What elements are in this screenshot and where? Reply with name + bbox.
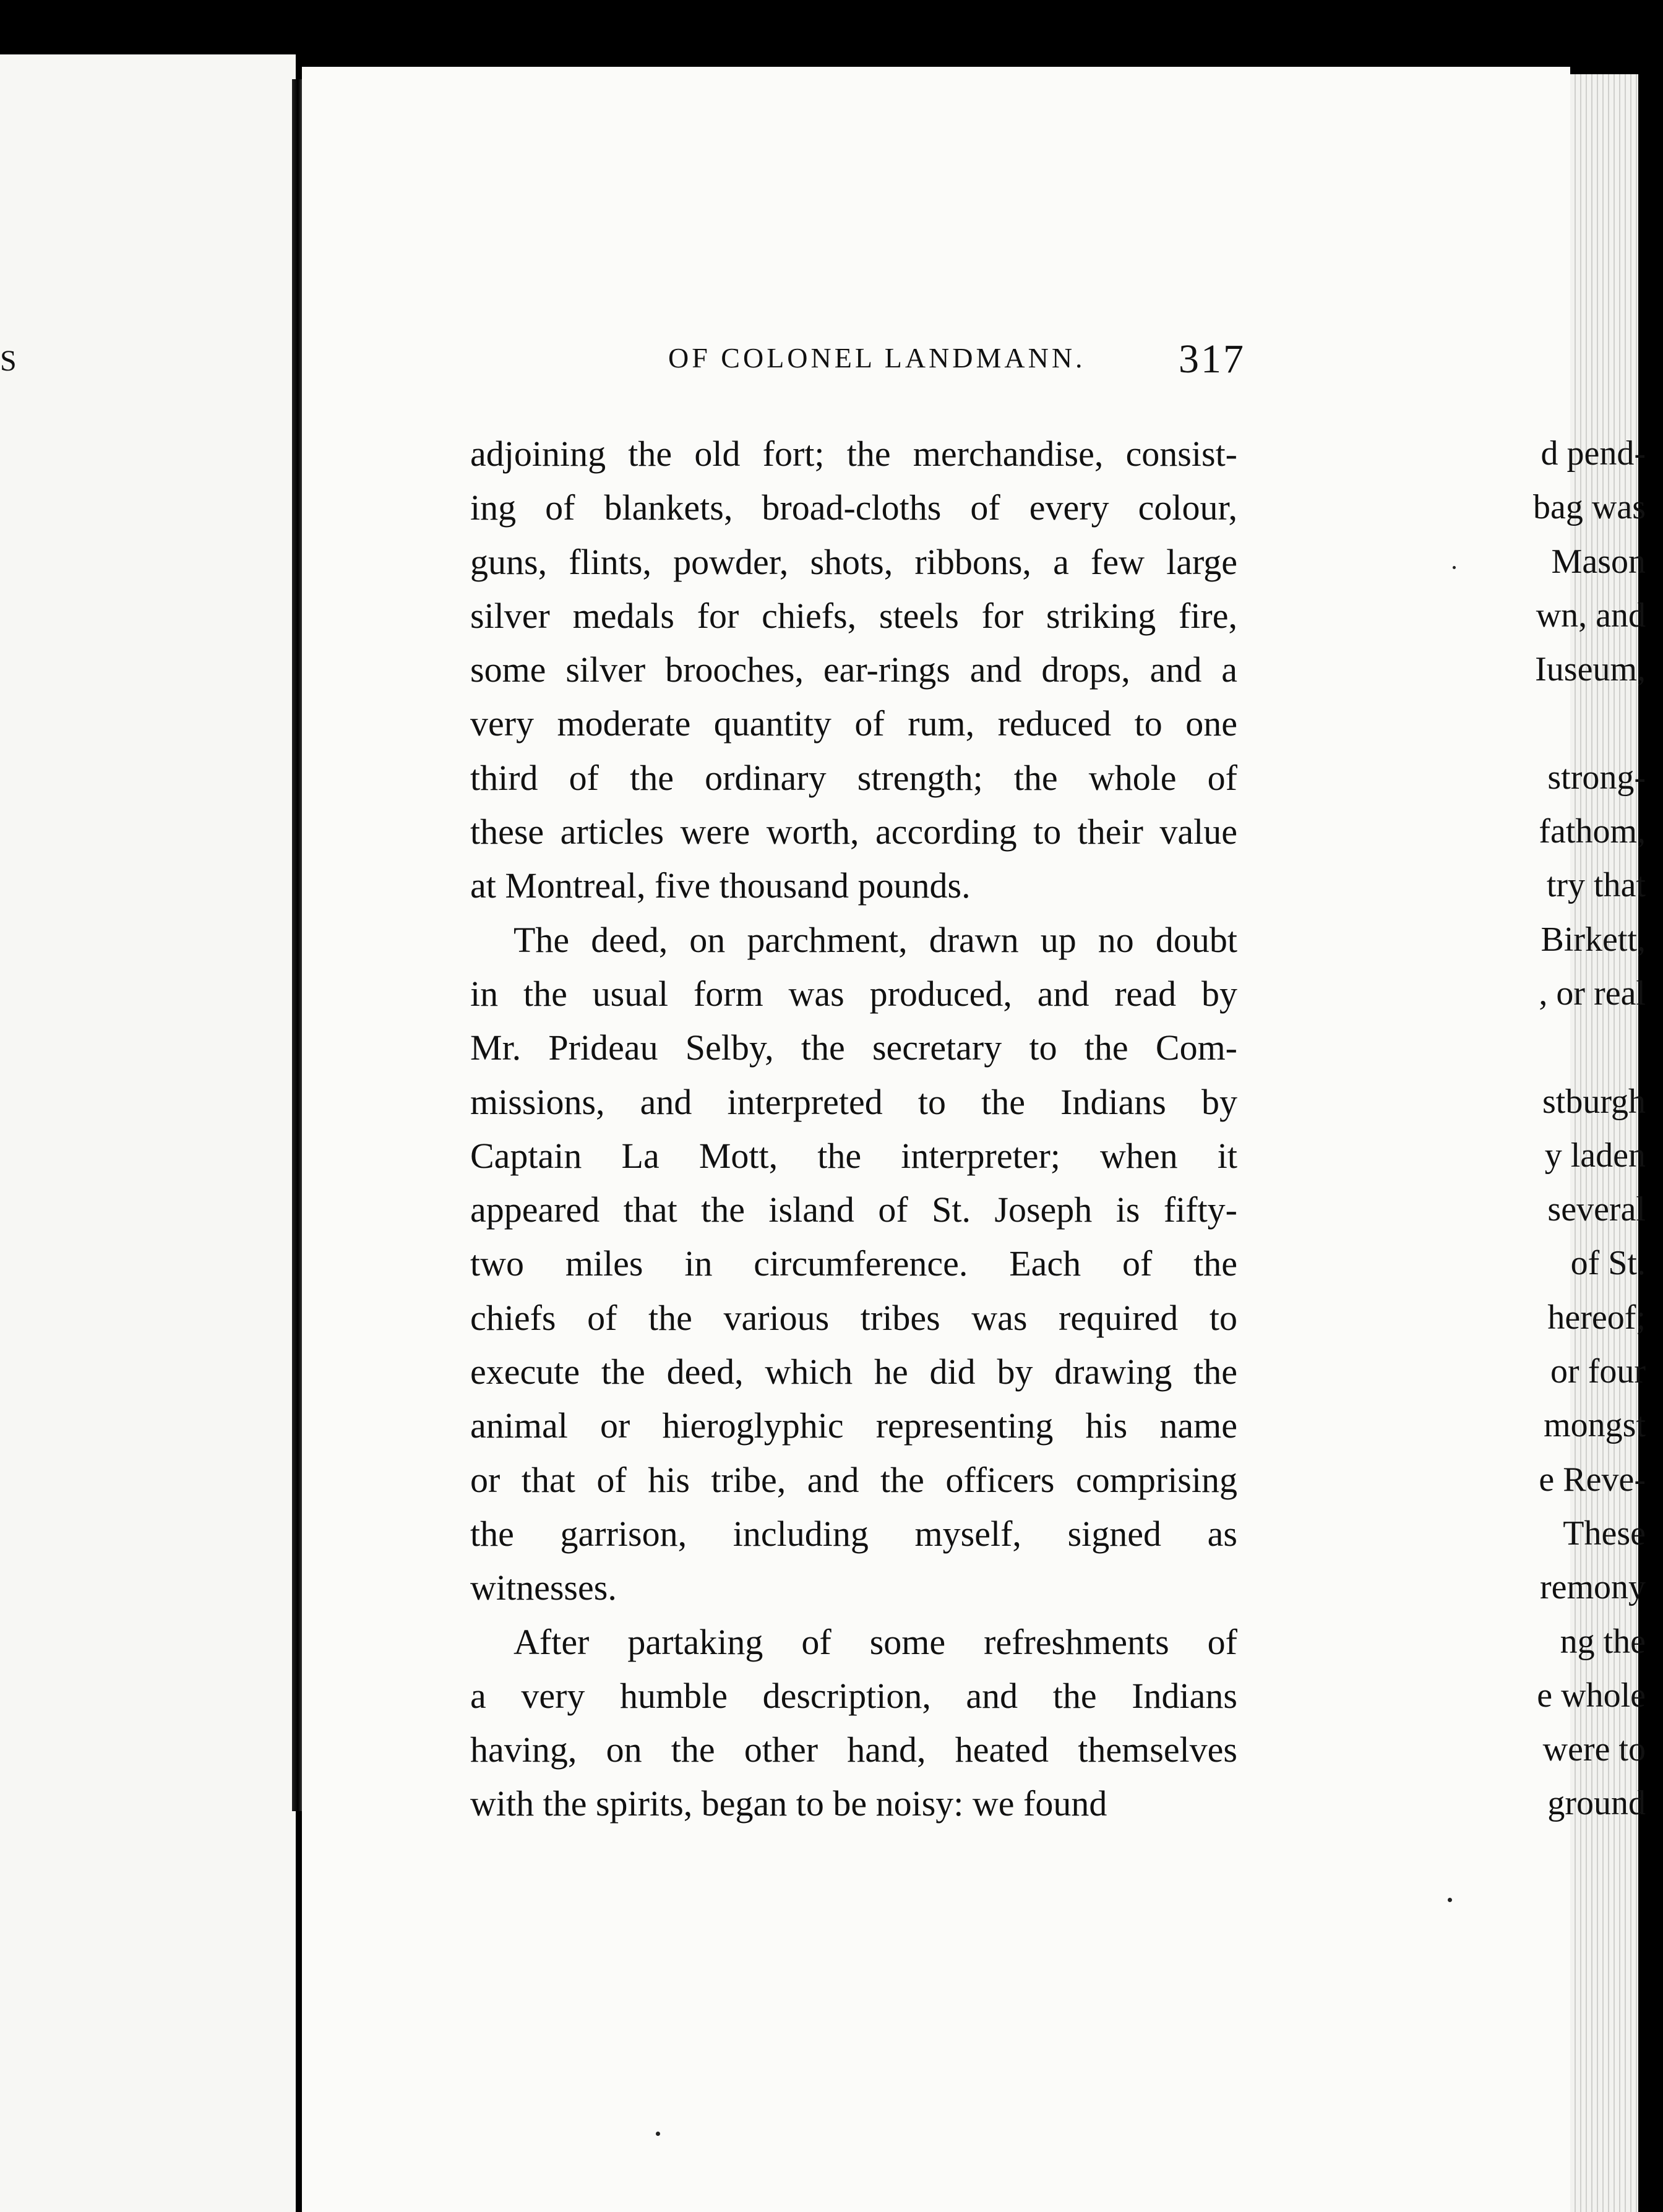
text-line: Captain La Mott, the interpreter; when it bbox=[470, 1135, 1237, 1176]
text-line: appeared that the island of St. Joseph is fifty- bbox=[470, 1190, 1237, 1230]
left-text-line: y laden bbox=[1544, 1136, 1646, 1175]
text-line: in the usual form was produced, and read by bbox=[470, 973, 1237, 1014]
page-body-text bbox=[470, 427, 1237, 1831]
page-number: 317 bbox=[1179, 337, 1245, 382]
ink-speck bbox=[1448, 1898, 1452, 1902]
paragraph bbox=[470, 427, 1237, 913]
left-text-line: or four bbox=[1550, 1352, 1646, 1391]
text-line: witnesses. bbox=[470, 1567, 617, 1608]
text-line: missions, and interpreted to the Indians by bbox=[470, 1081, 1237, 1122]
left-text-line: were to bbox=[1542, 1730, 1646, 1769]
left-text-line: several bbox=[1547, 1190, 1646, 1229]
left-text-line: strong- bbox=[1547, 758, 1646, 797]
left-text-line: mongst bbox=[1544, 1406, 1646, 1445]
left-text-line: ng the bbox=[1560, 1622, 1646, 1661]
text-line: having, on the other hand, heated themselves bbox=[470, 1730, 1237, 1770]
left-page-text bbox=[1361, 427, 1646, 1831]
text-line: with the spirits, began to be noisy: we found bbox=[470, 1783, 1107, 1824]
left-text-line: Birkett, bbox=[1541, 920, 1646, 959]
left-text-line: e whole bbox=[1537, 1676, 1646, 1715]
left-text-line: bag was bbox=[1533, 488, 1646, 527]
left-text-line: e Reve- bbox=[1539, 1460, 1646, 1499]
text-line: third of the ordinary strength; the whole of bbox=[470, 757, 1237, 798]
left-text-line: remony bbox=[1539, 1568, 1646, 1607]
left-text-line: hereof; bbox=[1547, 1298, 1646, 1337]
ink-speck bbox=[656, 2132, 660, 2136]
text-line: these articles were worth, according to their value bbox=[470, 812, 1237, 852]
left-text-line: stburgh bbox=[1542, 1082, 1646, 1121]
left-text-line bbox=[1361, 697, 1646, 750]
text-line: The deed, on parchment, drawn up no doubt bbox=[514, 919, 1237, 960]
left-page bbox=[0, 54, 296, 2212]
text-line: or that of his tribe, and the officers comprising bbox=[470, 1459, 1237, 1500]
book-gutter bbox=[292, 79, 302, 1811]
left-text-line: wn, and bbox=[1536, 596, 1646, 635]
left-text-line: try that bbox=[1546, 866, 1646, 905]
left-text-line: Mason bbox=[1551, 542, 1646, 581]
left-text-line bbox=[1361, 1021, 1646, 1074]
running-head: OF COLONEL LANDMANN. bbox=[668, 342, 1086, 374]
text-line: a very humble description, and the Indians bbox=[470, 1675, 1237, 1716]
left-text-line: fathom, bbox=[1539, 812, 1646, 851]
text-line: ing of blankets, broad-cloths of every colour, bbox=[470, 487, 1237, 528]
text-line: guns, flints, powder, shots, ribbons, a few large bbox=[470, 541, 1237, 582]
text-line: chiefs of the various tribes was required to bbox=[470, 1297, 1237, 1338]
text-line: very moderate quantity of rum, reduced to one bbox=[470, 703, 1237, 744]
text-line: animal or hieroglyphic representing his name bbox=[470, 1405, 1237, 1446]
left-text-line: , or real bbox=[1539, 974, 1646, 1013]
text-line: silver medals for chiefs, steels for striking fire, bbox=[470, 595, 1237, 636]
text-line: some silver brooches, ear-rings and drops, and a bbox=[470, 649, 1237, 690]
text-line: at Montreal, five thousand pounds. bbox=[470, 865, 971, 906]
text-line: two miles in circumference. Each of the bbox=[470, 1243, 1237, 1284]
left-text-line: ground bbox=[1547, 1784, 1646, 1823]
left-text-line: Iuseum, bbox=[1535, 650, 1646, 689]
left-text-line: These bbox=[1563, 1514, 1646, 1553]
left-text-line: of St. bbox=[1570, 1244, 1646, 1283]
left-running-head-fragment: S bbox=[0, 345, 18, 377]
text-line: After partaking of some refreshments of bbox=[514, 1621, 1237, 1662]
text-line: execute the deed, which he did by drawing the bbox=[470, 1352, 1237, 1392]
paragraph bbox=[470, 913, 1237, 1615]
left-text-line: d pend- bbox=[1541, 434, 1646, 473]
text-line: the garrison, including myself, signed as bbox=[470, 1513, 1237, 1554]
text-line: adjoining the old fort; the merchandise, consist- bbox=[470, 434, 1237, 474]
text-line: Mr. Prideau Selby, the secretary to the Com- bbox=[470, 1027, 1237, 1068]
paragraph bbox=[470, 1615, 1237, 1831]
